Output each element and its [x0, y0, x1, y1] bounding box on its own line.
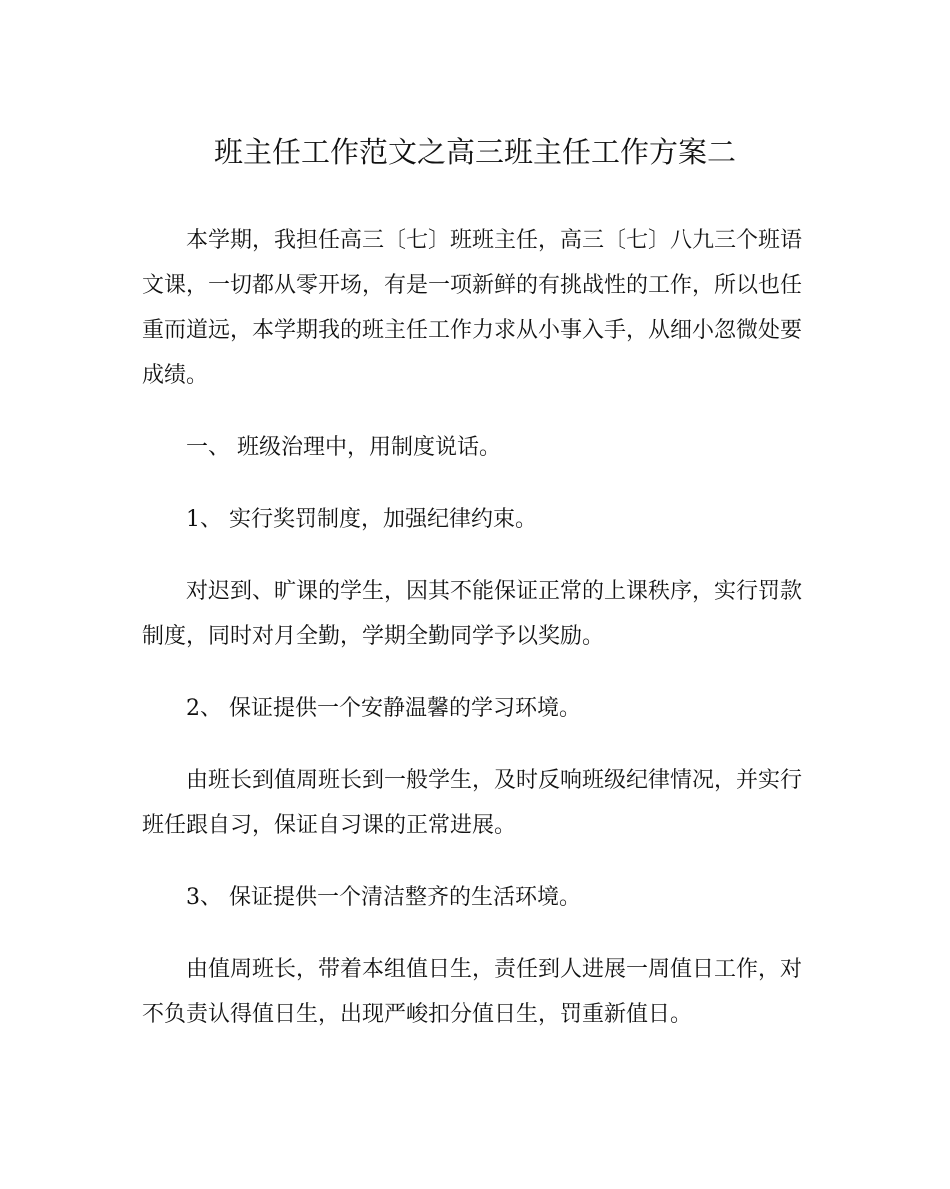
item-2-line-1: 由班长到值周班长到一般学生，及时反响班级纪律情况，并实行: [186, 768, 803, 793]
item-3-line-1: 由值周班长，带着本组值日生，责任到人进展一周值日工作，对: [186, 957, 803, 982]
paragraph-gap: [142, 848, 802, 875]
paragraph-gap: [142, 659, 802, 686]
item-1-paragraph: [142, 569, 802, 659]
paragraph-gap: [142, 731, 802, 758]
intro-line-3: 重而道远，本学期我的班主任工作力求从小事入手，从细小忽微处要: [142, 318, 803, 343]
item-1-line-1: 对迟到、旷课的学生，因其不能保证正常的上课秩序，实行罚款: [186, 579, 803, 604]
item-1-line-2: 制度，同时对月全勤，学期全勤同学予以奖励。: [142, 624, 605, 649]
section-1-heading: 一、 班级治理中，用制度说话。: [186, 435, 501, 460]
item-2-heading: 2、 保证提供一个安静温馨的学习环境。: [186, 696, 581, 721]
paragraph-gap: [142, 470, 802, 497]
paragraph-gap: [142, 542, 802, 569]
intro-line-2: 文课，一切都从零开场，有是一项新鲜的有挑战性的工作，所以也任: [142, 273, 803, 298]
item-1-heading: 1、 实行奖罚制度，加强纪律约束。: [186, 507, 537, 532]
intro-paragraph: [142, 218, 802, 398]
document-body: [142, 218, 802, 1037]
item-3-heading: 3、 保证提供一个清洁整齐的生活环境。: [186, 885, 581, 910]
item-3-line-2: 不负责认得值日生，出现严峻扣分值日生，罚重新值日。: [142, 1002, 693, 1027]
paragraph-gap: [142, 920, 802, 947]
intro-line-4: 成绩。: [142, 363, 209, 388]
item-3-paragraph: [142, 947, 802, 1037]
document-title: 班主任工作范文之高三班主任工作方案二: [213, 135, 736, 169]
intro-line-1: 本学期，我担任高三〔七〕班班主任，高三〔七〕八九三个班语: [186, 228, 803, 253]
item-2-paragraph: [142, 758, 802, 848]
item-2-line-2: 班任跟自习，保证自习课的正常进展。: [142, 813, 517, 838]
paragraph-gap: [142, 398, 802, 425]
